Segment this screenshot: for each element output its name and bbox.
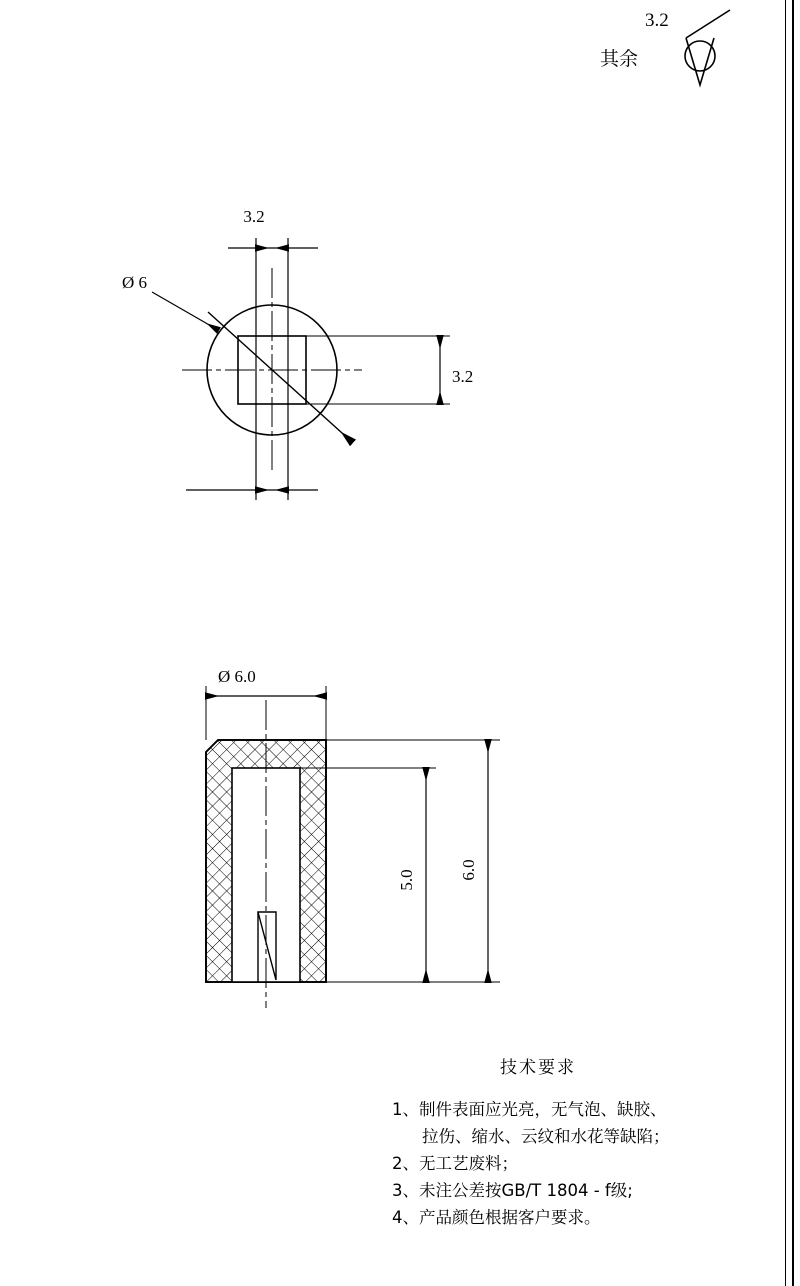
top-view-dimensions — [186, 248, 440, 490]
section-total-height-dim: 6.0 — [459, 859, 478, 881]
note-item: 拉伤、缩水、云纹和水花等缺陷； — [422, 1127, 670, 1146]
technical-requirements-title: 技术要求 — [500, 1058, 576, 1078]
note-item: 2、无工艺废料； — [392, 1154, 518, 1173]
surface-roughness-label: 其余 — [600, 48, 639, 70]
top-view-height-dim: 3.2 — [452, 367, 474, 386]
note-item: 3、未注公差按GB/T 1804 - f级; — [392, 1181, 633, 1200]
surface-roughness-symbol — [685, 10, 730, 85]
section-inner-depth-dim: 5.0 — [397, 869, 416, 891]
note-item: 1、制件表面应光亮，无气泡、缺胶、 — [392, 1100, 667, 1119]
section-view-geometry — [206, 700, 326, 1008]
section-diameter-dim: Ø 6.0 — [218, 667, 256, 686]
top-view-diameter-dim: Ø 6 — [122, 273, 148, 292]
top-view-width-dim: 3.2 — [243, 207, 265, 226]
top-view-geometry — [152, 238, 450, 500]
technical-requirements-list — [392, 1096, 722, 1231]
surface-roughness-value: 3.2 — [645, 10, 669, 31]
note-item: 4、产品颜色根据客户要求。 — [392, 1208, 601, 1227]
